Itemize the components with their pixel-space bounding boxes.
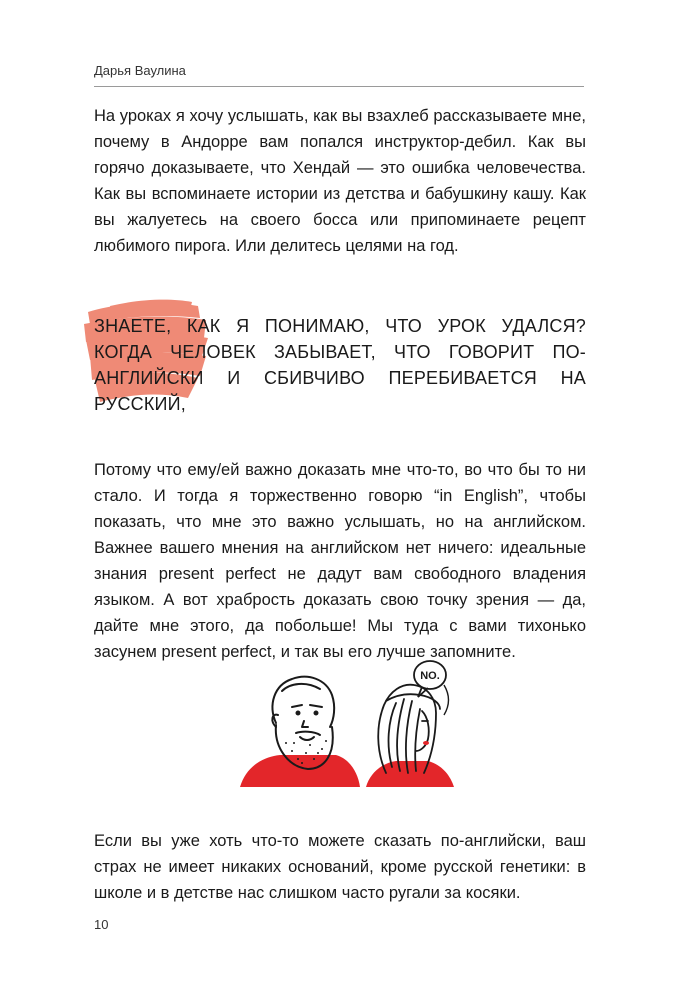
man-shirt (240, 755, 360, 787)
illustration-man-and-woman (236, 655, 466, 795)
pull-quote-text: ЗНАЕТЕ, КАК Я ПОНИМАЮ, ЧТО УРОК УДАЛСЯ? КОГДА ЧЕЛОВЕК ЗАБЫВАЕТ, ЧТО ГОВОРИТ ПО-АНГЛИЙСКИ И СБИВЧИВО ПЕРЕБИВАЕТСЯ НА РУССКИЙ, (94, 316, 586, 414)
paragraph-2: Потому что ему/ей важно доказать мне что-то, во что бы то ни стало. И тогда я торжественно говорю “in English”, чтобы показать, что мне это важно услышать, но на английском. Важнее вашего мнения на английском нет ничего: идеальные знания present perfect не дадут вам свободного владения языком. А вот храбрость доказать свою точку зрения — да, дайте мне этого, да побольше! Мы туда с вами тихонько засунем present perfect, и так вы его лучше запомните. (94, 461, 586, 661)
woman-shirt (366, 761, 454, 787)
header-divider (94, 86, 584, 87)
pull-quote-block (80, 298, 600, 414)
woman-lips (423, 741, 429, 745)
woman-figure (378, 685, 440, 773)
running-header-author: Дарья Ваулина (94, 63, 186, 78)
paragraph-1: На уроках я хочу услышать, как вы взахлеб рассказываете мне, почему в Андорре вам попался инструктор-дебил. Как вы горячо доказываете, что Хендай — это ошибка человечества. Как вы вспоминаете истории из детства и бабушкину кашу. Как вы жалуетесь на своего босса или припоминаете рецепт любимого пирога. Или делитесь целями на год. (94, 107, 586, 255)
paragraph-3: Если вы уже хоть что-то можете сказать по-английски, ваш страх не имеет никаких оснований, кроме русской генетики: в школе и в детстве нас слишком часто ругали за косяки. (94, 832, 586, 902)
page-number: 10 (94, 917, 109, 932)
speech-bubble-text: NO. (420, 670, 440, 682)
